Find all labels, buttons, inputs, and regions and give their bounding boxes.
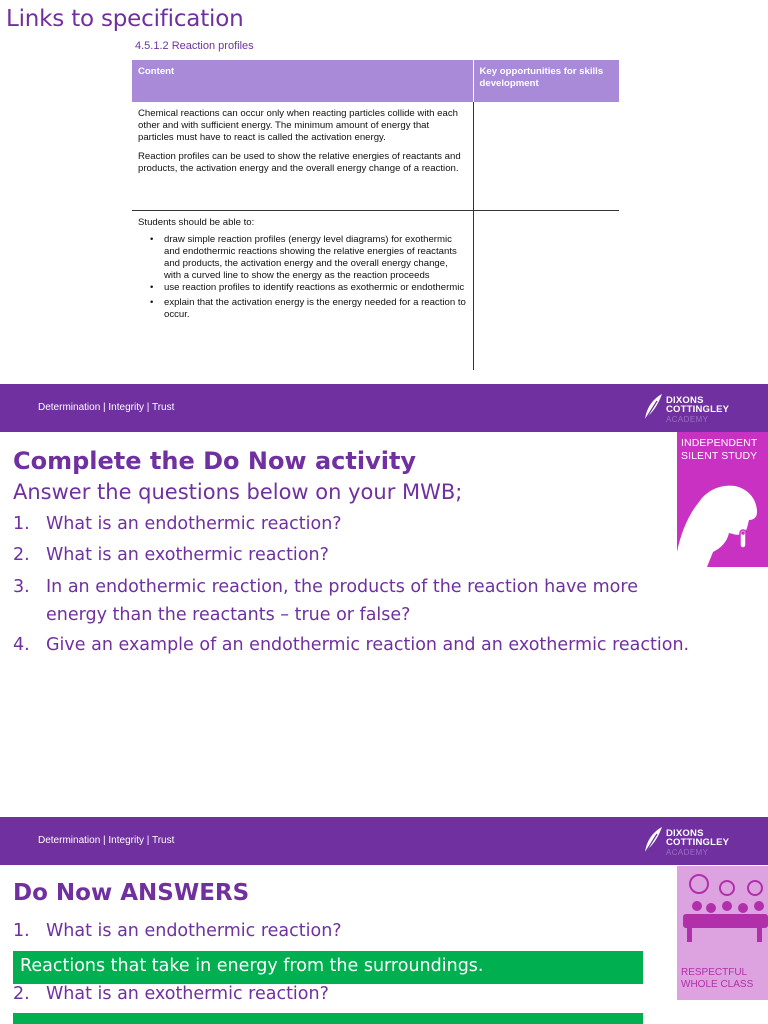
question-number: 2. (13, 545, 30, 565)
question-text: What is an endothermic reaction? (46, 514, 342, 534)
question-item (13, 510, 653, 538)
logo-line-1: DIXONS (666, 395, 704, 406)
whole-class-icon (677, 866, 768, 966)
table-row (132, 210, 619, 370)
question-number: 1. (13, 921, 30, 941)
links-to-specification-title: Links to specification (6, 6, 244, 32)
do-now-title: Complete the Do Now activity (13, 447, 417, 475)
bullet-list (138, 234, 467, 321)
feather-icon (642, 825, 664, 855)
paragraph-activation-energy: Chemical reactions can occur only when reacting particles collide with each other and with sufficient energy. The minimum amount of energy that particles must have to react is called the activation energy. (138, 108, 458, 143)
question-item (13, 980, 653, 1008)
question-text: What is an exothermic reaction? (46, 545, 329, 565)
feather-icon (642, 392, 664, 422)
question-text: What is an endothermic reaction? (46, 921, 342, 941)
academy-logo (642, 392, 732, 426)
header-content: Content (132, 60, 473, 102)
table-header-row (132, 60, 619, 102)
paragraph-reaction-profiles: Reaction profiles can be used to show the relative energies of reactants and products, the activation energy and the overall energy change of a reaction. (138, 151, 461, 174)
academy-logo (642, 825, 732, 859)
logo-line-1: DIXONS (666, 828, 704, 839)
header-skills: Key opportunities for skills development (473, 60, 619, 102)
students-intro: Students should be able to: (138, 216, 255, 228)
spec-reference: 4.5.1.2 Reaction profiles (135, 40, 254, 52)
question-item (13, 573, 673, 629)
footer-bar (0, 817, 768, 865)
table-cell-skills (473, 210, 619, 370)
do-now-subtitle: Answer the questions below on your MWB; (13, 480, 463, 504)
specification-table (132, 60, 619, 370)
question-text: What is an exothermic reaction? (46, 984, 329, 1004)
motto-text: Determination | Integrity | Trust (38, 835, 175, 846)
badge-line-2: SILENT STUDY (681, 450, 758, 462)
respectful-whole-class-badge (677, 866, 768, 1000)
badge-line-1: RESPECTFUL (681, 967, 748, 978)
question-item (13, 917, 653, 945)
do-now-answers-title: Do Now ANSWERS (13, 880, 250, 906)
question-text: In an endothermic reaction, the products of the reaction have more energy than the reactants – true or false? (46, 577, 638, 625)
question-item (13, 631, 758, 659)
answer-box-partial (13, 1013, 643, 1024)
table-cell-content (132, 102, 473, 210)
independent-silent-study-badge (677, 432, 768, 567)
list-item: • draw simple reaction profiles (energy level diagrams) for exothermic and endothermic reactions showing the relative energies of reactants and products, the activation energy and the overall energy change, with a curved line to show the energy as the reaction proceeds (150, 234, 467, 282)
table-cell-skills (473, 102, 619, 210)
question-item (13, 541, 653, 569)
silent-head-icon (677, 432, 768, 567)
badge-line-2: WHOLE CLASS (681, 979, 754, 990)
logo-line-3: ACADEMY (666, 415, 709, 424)
logo-line-2: COTTINGLEY (666, 404, 730, 415)
question-text: Give an example of an endothermic reaction and an exothermic reaction. (46, 635, 690, 655)
question-number: 1. (13, 514, 30, 534)
logo-line-2: COTTINGLEY (666, 837, 730, 848)
motto-text: Determination | Integrity | Trust (38, 402, 175, 413)
badge-line-1: INDEPENDENT (681, 437, 758, 449)
question-number: 2. (13, 984, 30, 1004)
footer-bar (0, 384, 768, 432)
table-row (132, 102, 619, 210)
answer-text: Reactions that take in energy from the surroundings. (20, 956, 484, 976)
table-cell-content (132, 210, 473, 370)
logo-line-3: ACADEMY (666, 848, 709, 857)
badge-text (681, 967, 753, 991)
list-item: • use reaction profiles to identify reactions as exothermic or endothermic (150, 282, 467, 294)
question-number: 4. (13, 635, 30, 655)
question-number: 3. (13, 577, 30, 597)
list-item: • explain that the activation energy is the energy needed for a reaction to occur. (150, 297, 467, 321)
